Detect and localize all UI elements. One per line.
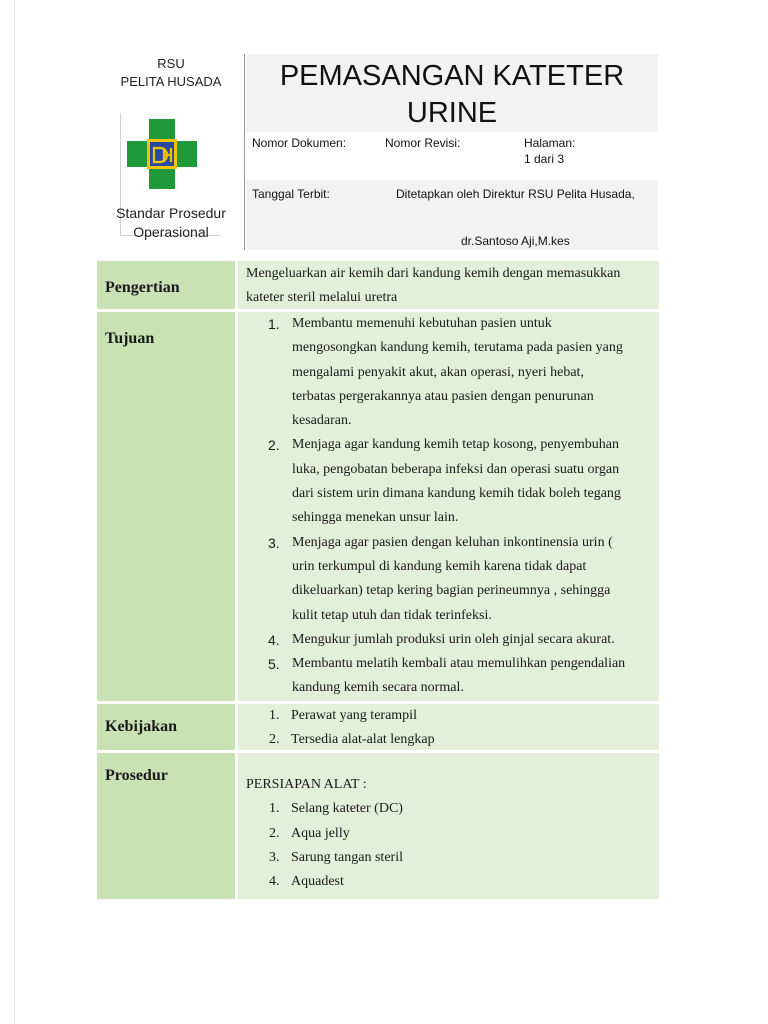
tujuan-list (246, 312, 651, 701)
prosedur-heading: PERSIAPAN ALAT : (246, 777, 367, 792)
sop-label-line1: Standar Prosedur (116, 205, 226, 221)
tujuan-item-number: 1. (268, 316, 280, 332)
sop-label (98, 204, 244, 242)
tujuan-item-line: Membantu melatih kembali atau memulihkan pengendalian (292, 656, 626, 672)
prosedur-item-text: Aqua jelly (291, 825, 350, 841)
title-line2: URINE (406, 97, 498, 129)
kebijakan-item (246, 728, 651, 752)
prosedur-item-number: 4. (269, 874, 280, 890)
tujuan-item (246, 628, 651, 652)
tujuan-item-line: Mengukur jumlah produksi urin oleh ginjal secara akurat. (292, 631, 615, 647)
tujuan-item-line: luka, pengobatan beberapa infeksi dan operasi suatu organ (292, 461, 620, 477)
kebijakan-item-number: 1. (269, 708, 280, 723)
tujuan-item-line: mengosongkan kandung kemih, terutama pada pasien yang (292, 340, 623, 356)
tujuan-item (246, 312, 651, 433)
halaman-label: Halaman: (524, 136, 576, 150)
tujuan-item (246, 531, 651, 628)
sop-label-line2: Operasional (133, 224, 209, 240)
content-pengertian (238, 261, 659, 309)
prosedur-item-text: Sarung tangan steril (291, 849, 403, 865)
tujuan-item-line: dari sistem urin dimana kandung kemih tidak boleh tegang (292, 486, 621, 502)
prosedur-item-text: Aquadest (291, 874, 344, 890)
tujuan-item (246, 433, 651, 530)
kebijakan-item-text: Perawat yang terampil (291, 708, 417, 723)
row-kebijakan (97, 704, 659, 750)
prosedur-item-text: Selang kateter (DC) (291, 801, 403, 817)
tanggal-terbit-label: Tanggal Terbit: (252, 187, 330, 201)
direktur-name: dr.Santoso Aji,M.kes (461, 234, 570, 248)
kebijakan-item-text: Tersedia alat-alat lengkap (291, 732, 435, 748)
label-kebijakan: Kebijakan (97, 704, 235, 750)
content-tujuan (238, 312, 659, 701)
prosedur-item-number: 2. (269, 825, 280, 841)
tujuan-item-line: urin terkumpul di kandung kemih karena tidak dapat (292, 558, 587, 574)
content-prosedur (238, 753, 659, 899)
sop-table (97, 261, 659, 902)
tujuan-item-number: 3. (268, 534, 280, 551)
content-kebijakan (238, 704, 659, 750)
pengertian-line2: kateter steril melalui uretra (246, 290, 398, 306)
prosedur-item (246, 797, 651, 821)
tujuan-item-line: Menjaga agar pasien dengan keluhan inkontinensia urin ( (292, 534, 613, 550)
label-prosedur: Prosedur (97, 753, 235, 899)
tujuan-item-line: dikeluarkan) tetap kering bagian perineumnya , sehingga (292, 583, 611, 599)
header-org-block (98, 54, 245, 250)
nomor-revisi-label: Nomor Revisi: (385, 136, 461, 150)
tujuan-item-line: kandung kemih secara normal. (292, 680, 464, 696)
tujuan-item-line: kulit tetap utuh dan tidak terinfeksi. (292, 607, 492, 623)
tujuan-item-line: terbatas pergerakannya atau pasien dengan penurunan (292, 388, 594, 404)
document-title (246, 54, 658, 132)
row-tujuan (97, 312, 659, 701)
tujuan-item-line: sehingga menekan unsur lain. (292, 510, 459, 526)
nomor-dokumen-label: Nomor Dokumen: (252, 136, 347, 150)
cross-logo-icon (123, 115, 201, 193)
label-tujuan: Tujuan (97, 312, 235, 701)
tujuan-item-line: mengalami penyakit akut, akan operasi, nyeri hebat, (292, 364, 584, 380)
label-pengertian: Pengertian (97, 261, 235, 309)
ditetapkan-text: Ditetapkan oleh Direktur RSU Pelita Husada, (396, 187, 635, 201)
page-edge (14, 0, 15, 1024)
kebijakan-item (246, 704, 651, 728)
prosedur-item-number: 1. (269, 801, 280, 817)
tujuan-item-line: kesadaran. (292, 413, 352, 429)
tujuan-item-line: Membantu memenuhi kebutuhan pasien untuk (292, 316, 552, 331)
row-pengertian (97, 261, 659, 309)
prosedur-item (246, 822, 651, 846)
tujuan-item-number: 5. (268, 656, 280, 673)
halaman-value: 1 dari 3 (524, 152, 565, 166)
kebijakan-item-number: 2. (269, 732, 280, 748)
prosedur-item-number: 3. (269, 849, 280, 865)
tujuan-item (246, 652, 651, 701)
tujuan-item-number: 4. (268, 631, 280, 648)
prosedur-item (246, 870, 651, 894)
title-line1: PEMASANGAN KATETER (279, 60, 625, 92)
prosedur-list (246, 797, 651, 894)
org-name-line2: PELITA HUSADA (120, 74, 222, 89)
org-name-line1: RSU (157, 56, 185, 71)
prosedur-item (246, 846, 651, 870)
tujuan-item-number: 2. (268, 437, 280, 454)
pengertian-line1: Mengeluarkan air kemih dari kandung kemih dengan memasukkan (246, 266, 621, 281)
kebijakan-list (246, 704, 651, 753)
row-prosedur (97, 753, 659, 899)
tujuan-item-line: Menjaga agar kandung kemih tetap kosong, penyembuhan (292, 437, 619, 453)
